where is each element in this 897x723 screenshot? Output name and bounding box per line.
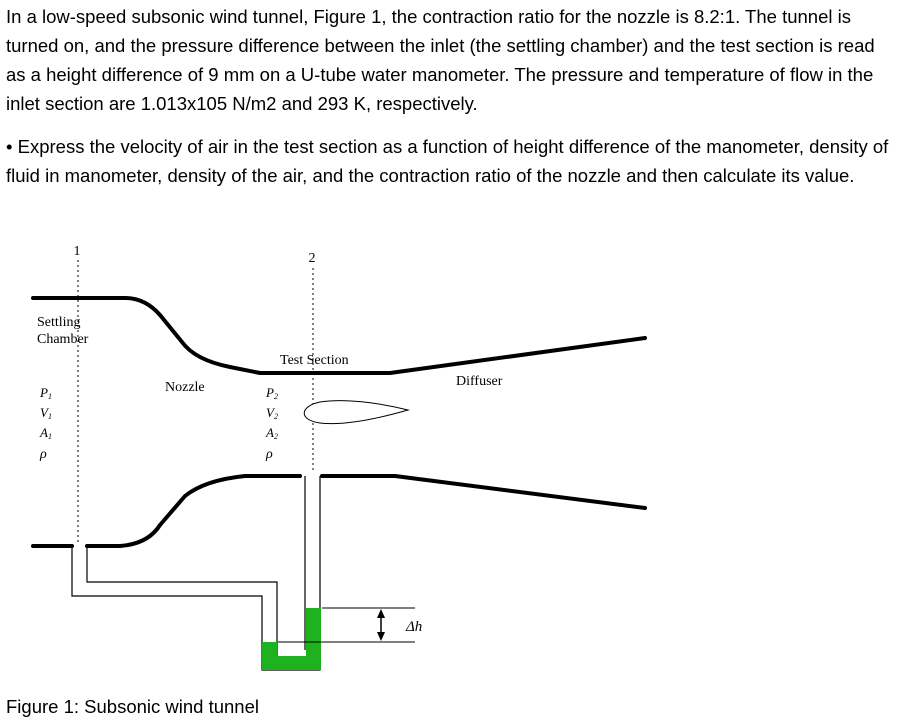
test-section-label: Test Section (280, 353, 349, 368)
inlet-velocity-var: V1 (40, 405, 52, 421)
manometer-fluid (262, 608, 321, 670)
test-velocity-var: V2 (266, 405, 278, 421)
bullet-point: • (6, 136, 13, 157)
figure-caption: Figure 1: Subsonic wind tunnel (6, 696, 259, 717)
inlet-area-var: A1 (40, 425, 52, 441)
airfoil (304, 401, 408, 424)
inlet-density-var: ρ (40, 447, 47, 462)
inlet-pressure-tube (72, 546, 277, 662)
task-statement (6, 132, 894, 190)
delta-h-label: Δh (406, 619, 423, 635)
station-1-label: 1 (73, 244, 81, 259)
diffuser-label: Diffuser (456, 374, 503, 389)
wind-tunnel-figure (0, 230, 897, 690)
wind-tunnel-diagram (0, 230, 897, 690)
dh-arrow-up (377, 609, 385, 618)
settling-chamber-label-1: Settling (37, 315, 81, 330)
task-text: Express the velocity of air in the test section as a function of height difference of the manometer, density of fluid in manometer, density of the air, and the contraction ratio of the nozzle and then calculate its value. (6, 136, 889, 186)
test-density-var: ρ (266, 447, 273, 462)
dh-arrow-down (377, 632, 385, 641)
problem-statement: In a low-speed subsonic wind tunnel, Figure 1, the contraction ratio for the nozzle is 8.2:1. The tunnel is turned on, and the pressure difference between the inlet (the settling chamber) and the test section is read as a height difference of 9 mm on a U-tube water manometer. The pressure and temperature of flow in the inlet section are 1.013x105 N/m2 and 293 K, respectively. (6, 6, 875, 114)
nozzle-label: Nozzle (165, 380, 205, 395)
station-2-label: 2 (308, 251, 316, 266)
inlet-pressure-var: P1 (40, 385, 52, 401)
test-area-var: A2 (266, 425, 278, 441)
test-pressure-var: P2 (266, 385, 278, 401)
settling-chamber-label-2: Chamber (37, 332, 89, 347)
lower-wall (33, 476, 645, 546)
